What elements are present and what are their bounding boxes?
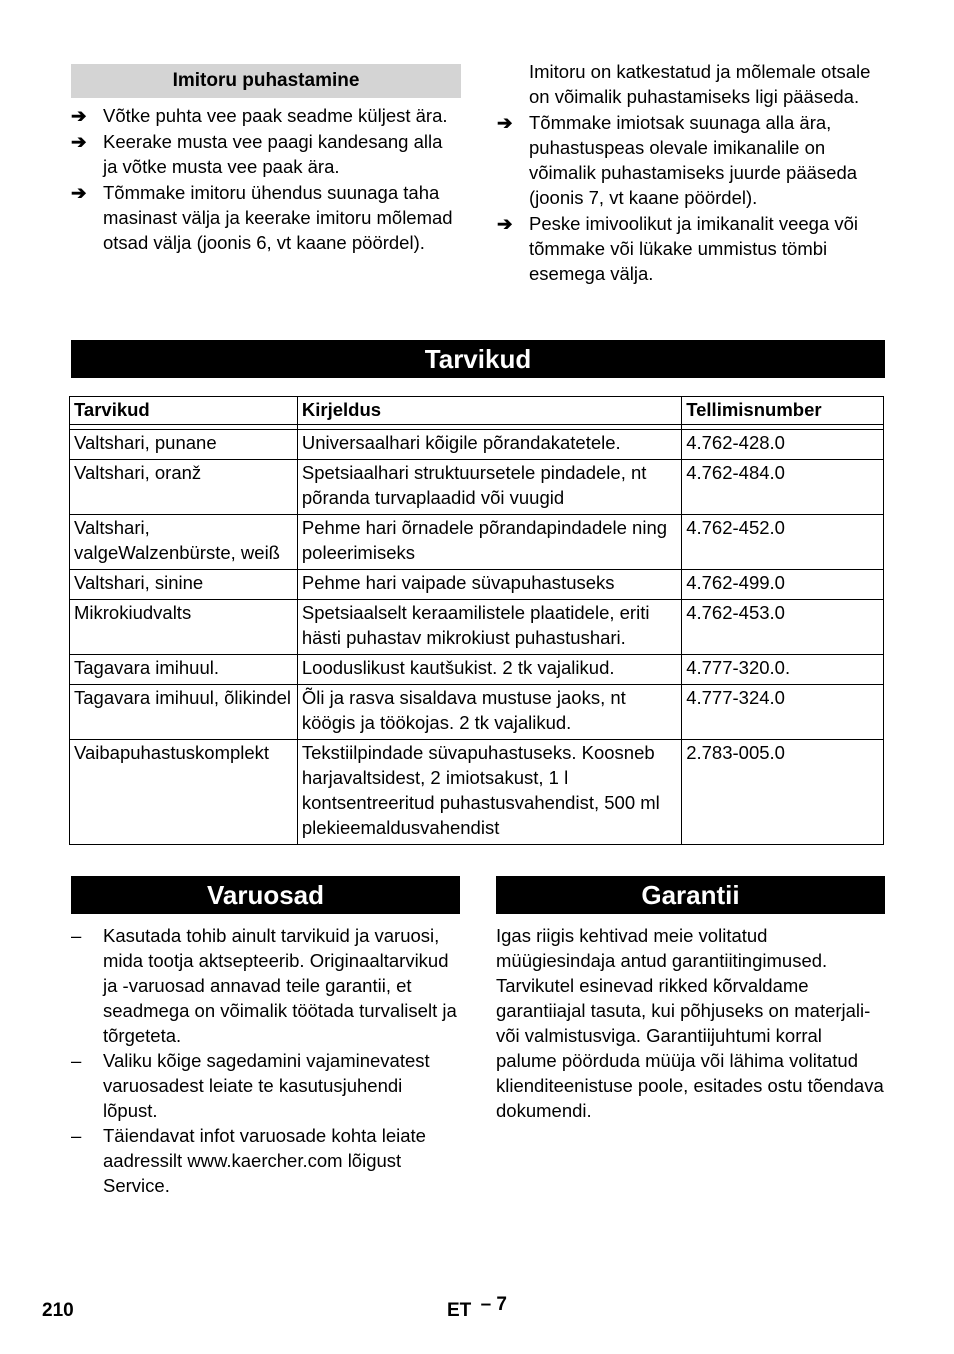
table-row: Valtshari, valgeWalzenbürste, weiß Pehme hari õrnadele põrandapindadele ning poleerimiseks 4.762-452.0 bbox=[70, 515, 884, 570]
table-row: Valtshari, punane Universaalhari kõigile põrandakatetele. 4.762-428.0 bbox=[70, 430, 884, 460]
table-row: Valtshari, sinine Pehme hari vaipade süvapuhastuseks 4.762-499.0 bbox=[70, 570, 884, 600]
table-row: Mikrokiudvalts Spetsiaalselt keraamilistele plaatidele, eriti hästi puhastav mikrokiust puhastushari. 4.762-453.0 bbox=[70, 600, 884, 655]
table-row: Valtshari, oranž Spetsiaalhari struktuursetele pindadele, nt põranda turvaplaadid või vuugid 4.762-484.0 bbox=[70, 460, 884, 515]
intro-paragraph: Imitoru on katkestatud ja mõlemale otsale on võimalik puhastamiseks ligi pääseda. bbox=[529, 61, 871, 107]
left-column bbox=[71, 64, 461, 256]
language-code: ET bbox=[447, 1300, 472, 1321]
table-row: Tagavara imihuul. Looduslikust kautšukist. 2 tk vajalikud. 4.777-320.0. bbox=[70, 655, 884, 685]
column-header: Tellimisnumber bbox=[682, 397, 884, 425]
spare-parts-list bbox=[71, 923, 461, 1198]
section-heading-imitoru: Imitoru puhastamine bbox=[71, 64, 461, 98]
section-title-tarvikud: Tarvikud bbox=[71, 340, 885, 378]
arrow-right-icon: ➔ bbox=[71, 182, 87, 203]
list-item: ➔ Tõmmake imiotsak suunaga alla ära, puhastuspeas olevale imikanalile on võimalik puhastamiseks juurde pääseda (joonis 7, vt kaane pöördel). bbox=[497, 112, 858, 208]
list-item: – Täiendavat infot varuosade kohta leiate aadressilt www.kaercher.com lõigust Service. bbox=[71, 1125, 426, 1196]
list-item: – Valiku kõige sagedamini vajaminevatest varuosadest leiate te kasutusjuhendi lõpust. bbox=[71, 1050, 430, 1121]
section-title-garantii: Garantii bbox=[496, 876, 885, 914]
arrow-right-icon: ➔ bbox=[497, 213, 513, 234]
column-header: Kirjeldus bbox=[297, 397, 681, 425]
page-number: 210 bbox=[42, 1300, 74, 1321]
list-item: – Kasutada tohib ainult tarvikuid ja varuosi, mida tootja aktsepteerib. Originaaltarvikud ja -varuosad annavad teile garantii, et seadmega on võimalik töötada turvaliselt ja tõrgeteta. bbox=[71, 925, 457, 1046]
list-item: ➔ Keerake musta vee paagi kandesang alla ja võtke musta vee paak ära. bbox=[71, 131, 443, 177]
dash-bullet: – bbox=[71, 1050, 82, 1071]
table-row: Tagavara imihuul, õlikindel Õli ja rasva sisaldava mustuse jaoks, nt köögis ja töökojas. 2 tk vajalikud. 4.777-324.0 bbox=[70, 685, 884, 740]
table-row: Vaibapuhastuskomplekt Tekstiilpindade süvapuhastuseks. Koosneb harjavaltsidest, 2 imiotsakust, 1 l kontsentreeritud puhastusvahendist, 500 ml plekieemaldusvahendist 2.783-005.0 bbox=[70, 740, 884, 845]
accessories-table bbox=[69, 396, 884, 845]
right-column bbox=[497, 59, 885, 287]
list-item: ➔ Tõmmake imitoru ühendus suunaga taha masinast välja ja keerake imitoru mõlemad otsad välja (joonis 6, vt kaane pöördel). bbox=[71, 182, 453, 253]
arrow-right-icon: ➔ bbox=[71, 131, 87, 152]
dash-bullet: – bbox=[71, 1125, 82, 1146]
list-item: ➔ Peske imivoolikut ja imikanalit veega või tõmmake või lükake ummistus tömbi esemega välja. bbox=[497, 213, 859, 284]
table-header-row bbox=[70, 397, 884, 425]
footer-language bbox=[447, 1294, 507, 1322]
section-title-varuosad: Varuosad bbox=[71, 876, 460, 914]
arrow-right-icon: ➔ bbox=[497, 112, 513, 133]
dash-bullet: – bbox=[71, 925, 82, 946]
warranty-text: Igas riigis kehtivad meie volitatud müügiesindaja antud garantiitingimused. Tarvikutel esinevad rikked kõrvaldame garantiiajal tasuta, kui põhjuseks on materjali- või valmistusviga. Garantiijuhtumi korral palume pöörduda müüja või lähima volitatud klienditeenistuse poole, esitades ostu tõendava dokumendi. bbox=[496, 925, 884, 1121]
arrow-right-icon: ➔ bbox=[71, 105, 87, 126]
list-item: ➔ Võtke puhta vee paak seadme küljest ära. bbox=[71, 105, 448, 126]
column-header: Tarvikud bbox=[70, 397, 298, 425]
section-page-number: – 7 bbox=[480, 1294, 507, 1315]
